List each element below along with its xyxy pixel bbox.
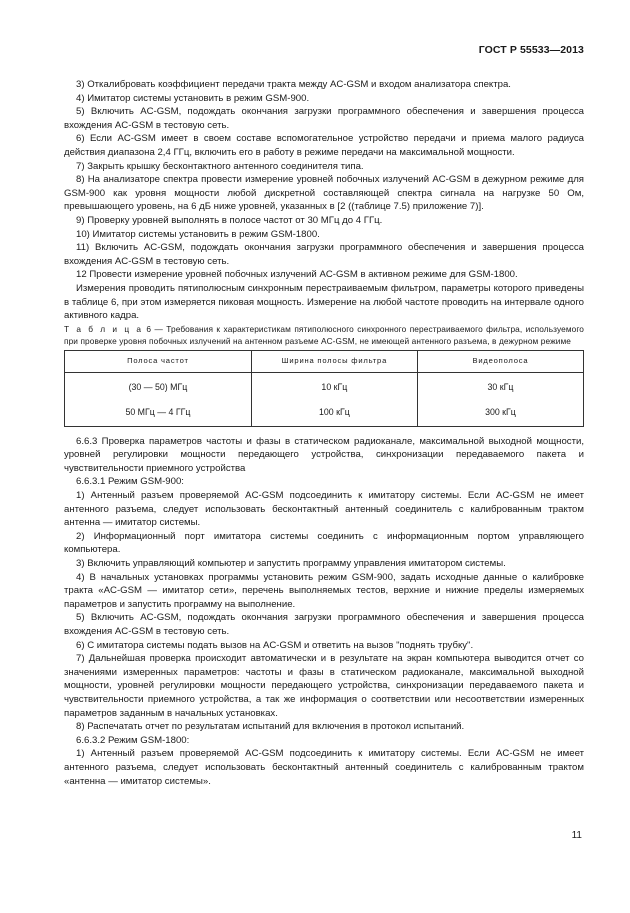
paragraph: 10) Имитатор системы установить в режим GSM-1800. [76, 228, 320, 240]
paragraph: 2) Информационный порт имитатора системы соединить с информационным портом управляющего компьютера. [64, 530, 584, 556]
paragraph: 7) Закрыть крышку бесконтактного антенного соединителя типа. [76, 160, 364, 172]
table-row [65, 372, 584, 401]
table-header-row [65, 350, 584, 372]
table-label: Т а б л и ц а [64, 323, 144, 334]
column-header-band: Полоса частот [65, 350, 252, 372]
paragraph: Измерения проводить пятиполюсным синхронным перестраиваемым фильтром, параметры которого приведены в таблице 6, при этом измеряется пиковая мощность. Измерение на любой частоте проводить на интервале одного активного кадра. [64, 282, 584, 322]
table-cell: 300 кГц [417, 401, 583, 427]
paragraph: 6) Если AC-GSM имеет в своем составе вспомогательное устройство передачи и приема малого радиуса действия диапазона 2,4 ГГц, включить его в работу в режиме передачи на максимальной мощности. [64, 133, 584, 158]
table-caption [64, 323, 584, 347]
paragraph: 12 Провести измерение уровней побочных излучений AC-GSM в активном режиме для GSM-1800. [76, 269, 518, 281]
column-header-filter-width: Ширина полосы фильтра [251, 350, 417, 372]
paragraph: 1) Антенный разъем проверяемой AC-GSM подсоединить к имитатору системы. Если AC-GSM не имеет антенного разъема, следует использовать бесконтактный антенный соединитель с калиброванным трактом «антенна — имитатор системы». [64, 748, 584, 787]
page-number: 11 [571, 830, 582, 841]
subsection-heading: 6.6.3.1 Режим GSM-900: [76, 476, 184, 488]
paragraph: 3) Включить управляющий компьютер и запустить программу управления имитатором системы. [76, 558, 506, 570]
paragraph: 5) Включить AC-GSM, подождать окончания загрузки программного обеспечения и завершения процесса вхождения AC-GSM в тестовую сеть. [64, 106, 584, 131]
subsection-heading: 6.6.3.2 Режим GSM-1800: [76, 734, 190, 746]
paragraph: 4) Имитатор системы установить в режим GSM-900. [76, 92, 310, 104]
paragraph: 6) С имитатора системы подать вызов на AC-GSM и ответить на вызов "поднять трубку". [76, 639, 474, 651]
paragraph: 1) Антенный разъем проверяемой AC-GSM подсоединить к имитатору системы. Если AC-GSM не имеет антенного разъема, следует использовать бесконтактный антенный соединитель с калиброванным трактом антенна — имитатор системы. [64, 490, 584, 529]
table-caption-text: 6 — Требования к характеристикам пятиполюсного синхронного перестраиваемого фильтра, используемого при проверке уровня побочных излучений на антенном разъеме AC-GSM, не имеющей антенного разъема, в дежурном режиме [64, 323, 584, 346]
table-cell: 50 МГц — 4 ГГц [65, 401, 252, 427]
paragraph: 8) Распечатать отчет по результатам испытаний для включения в протокол испытаний. [76, 721, 465, 733]
paragraph: 5) Включить AC-GSM, подождать окончания загрузки программного обеспечения и завершения процесса вхождения AC-GSM в тестовую сеть. [64, 612, 584, 637]
table-cell: 30 кГц [417, 372, 583, 401]
paragraph: 3) Откалибровать коэффициент передачи тракта между AC-GSM и входом анализатора спектра. [76, 79, 511, 90]
table-cell: 10 кГц [251, 372, 417, 401]
paragraph: 4) В начальных установках программы установить режим GSM-900, задать исходные данные о калибровке тракта «AC-GSM — имитатор сети», перечень выполняемых тестов, верхние и нижние пределы измеряемых параметров и запустить программу на выполнение. [64, 571, 584, 610]
paragraph: 7) Дальнейшая проверка происходит автоматически и в результате на экран компьютера выводится отчет со значениями измеренных параметров: частоты и фазы в статическом радиоканале, максимальной выходной мощности, уровней регулировки мощности передающего устройства, синхронизации передаваемого пакета и чувствительности приемного устройства, а так же информация о соответствии или несоответствии измеренных параметров заданным в начальных установках. [64, 653, 584, 719]
section-heading: 6.6.3 Проверка параметров частоты и фазы в статическом радиоканале, максимальной выходной мощности, уровней регулировки мощности передающего устройства, синхронизации передаваемого пакета и чувствительности приемного устройства [64, 435, 584, 474]
table-cell: 100 кГц [251, 401, 417, 427]
paragraph: 9) Проверку уровней выполнять в полосе частот от 30 МГц до 4 ГГц. [76, 214, 383, 226]
document-body [64, 78, 584, 788]
table-row [65, 401, 584, 427]
filter-requirements-table [64, 350, 584, 427]
standard-header: ГОСТ Р 55533—2013 [478, 44, 584, 56]
paragraph: 8) На анализаторе спектра провести измерение уровней побочных излучений AC-GSM в дежурном режиме для GSM-900 как уровня мощности любой дискретной составляющей спектра сигнала на нагрузке 50 Ом, превышающего уровень, на 6 дБ ниже уровней, указанных в [2 ((таблице 7.5) приложение 7)]. [64, 174, 584, 213]
table-cell: (30 — 50) МГц [65, 372, 252, 401]
paragraph: 11) Включить AC-GSM, подождать окончания загрузки программного обеспечения и завершения процесса вхождения AC-GSM в тестовую сеть. [64, 242, 584, 267]
column-header-video-band: Видеополоса [417, 350, 583, 372]
